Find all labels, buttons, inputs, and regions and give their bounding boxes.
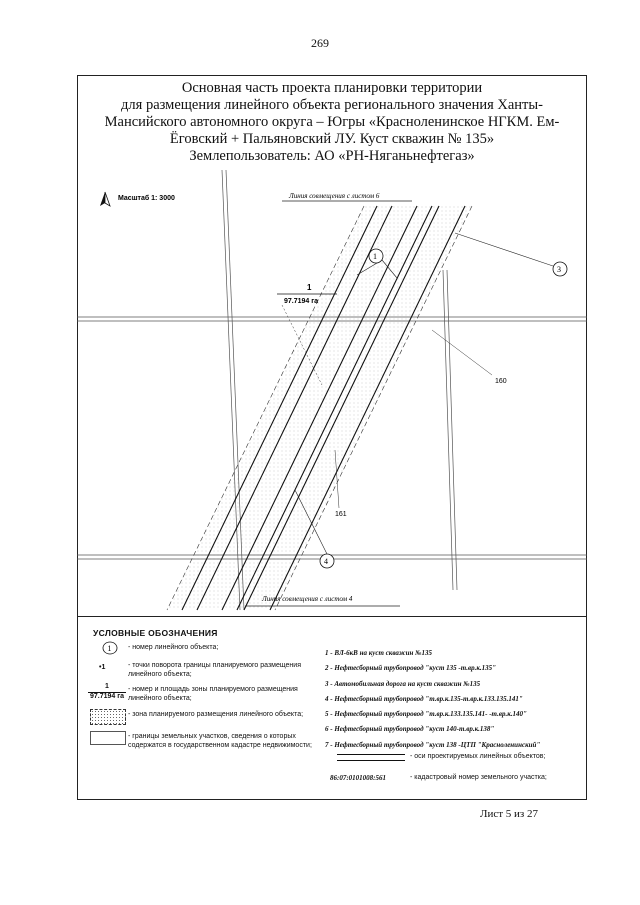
legend-text: - номер и площадь зоны планируемого размещения линейного объекта; bbox=[128, 686, 298, 702]
plan-map bbox=[77, 170, 587, 616]
legend-symbol-planned-zone bbox=[90, 709, 126, 725]
parcel-leader-160 bbox=[432, 330, 492, 375]
map-scale: Масштаб 1: 3000 bbox=[118, 195, 175, 202]
legend-symbol-parcel-boundary bbox=[90, 731, 126, 745]
parcel-label-161: 161 bbox=[335, 511, 347, 518]
join-label-bottom: Линия совмещения с листом 4 bbox=[262, 595, 353, 603]
north-arrow-icon bbox=[100, 192, 110, 206]
legend-text: - зона планируемого размещения линейного объекта; bbox=[128, 711, 304, 718]
callout-number: 3 bbox=[557, 265, 561, 274]
legend-symbol-axes bbox=[337, 754, 405, 761]
zone-area: 97.7194 га bbox=[284, 298, 319, 305]
legend-symbol-object-number bbox=[100, 641, 120, 655]
legend-symbol-bottom: 97.7194 га bbox=[89, 692, 125, 700]
object-item: 1 - ВЛ-6кВ на куст скважин №135 bbox=[325, 649, 433, 657]
object-item: 5 - Нефтесборный трубопровод "т.вр.к.133.135.141- -т.вр.к.140" bbox=[325, 710, 527, 719]
title-line: для размещения линейного объекта регионального значения Ханты- bbox=[121, 97, 543, 113]
legend-text: - точки поворота границы планируемого размещения линейного объекта; bbox=[128, 662, 302, 678]
legend-text: - границы земельных участков, сведения о которых содержатся в государственном кадастре недвижимости; bbox=[128, 733, 312, 749]
legend-symbol-text: 1 bbox=[107, 644, 112, 653]
object-item: 2 - Нефтесборный трубопровод "куст 135 -т.вр.к.135" bbox=[325, 664, 497, 673]
legend-text: - номер линейного объекта; bbox=[128, 644, 219, 651]
title-line: Землепользователь: АО «РН-Няганьнефтегаз» bbox=[189, 148, 475, 164]
callout-number: 4 bbox=[324, 557, 328, 566]
title-line: Ёговский + Пальяновский ЛУ. Куст скважин № 135» bbox=[169, 131, 495, 147]
title-line: Мансийского автономного округа – Югры «Красноленинское НГКМ. Ем- bbox=[104, 114, 560, 130]
callout-3 bbox=[455, 233, 567, 276]
page-number: 269 bbox=[311, 36, 329, 50]
object-item: 4 - Нефтесборный трубопровод "т.вр.к.135-т.вр.к.133.135.141" bbox=[325, 694, 523, 703]
callout-number: 1 bbox=[373, 252, 377, 261]
object-item: 3 - Автомобильная дорога на куст скважин №135 bbox=[325, 679, 481, 688]
legend-cadastral-example: 86:07:0101008:561 bbox=[330, 774, 386, 782]
legend-symbol-turn-point: •1 bbox=[99, 664, 106, 671]
sheet-number: Лист 5 из 27 bbox=[480, 808, 539, 820]
parcel-label-160: 160 bbox=[495, 378, 507, 385]
legend-text-axes: - оси проектируемых линейных объектов; bbox=[410, 753, 546, 760]
object-item: 6 - Нефтесборный трубопровод "куст 140-т.вр.к.138" bbox=[325, 725, 495, 734]
legend-title: УСЛОВНЫЕ ОБОЗНАЧЕНИЯ bbox=[93, 628, 218, 638]
object-item: 7 - Нефтесборный трубопровод "куст 138 -ЦТП "Красноленинский" bbox=[325, 740, 541, 749]
legend-symbol-top: 1 bbox=[88, 683, 126, 693]
zone-number: 1 bbox=[307, 283, 312, 292]
legend-text-cadastral: - кадастровый номер земельного участка; bbox=[410, 774, 547, 781]
legend-object-list bbox=[325, 646, 540, 753]
join-label-top: Линия совмещения с листом 6 bbox=[289, 192, 380, 200]
drawing-title bbox=[92, 80, 572, 165]
title-line: Основная часть проекта планировки территории bbox=[181, 80, 483, 96]
legend-symbol-zone-area bbox=[88, 683, 126, 701]
legend-separator bbox=[77, 616, 587, 617]
